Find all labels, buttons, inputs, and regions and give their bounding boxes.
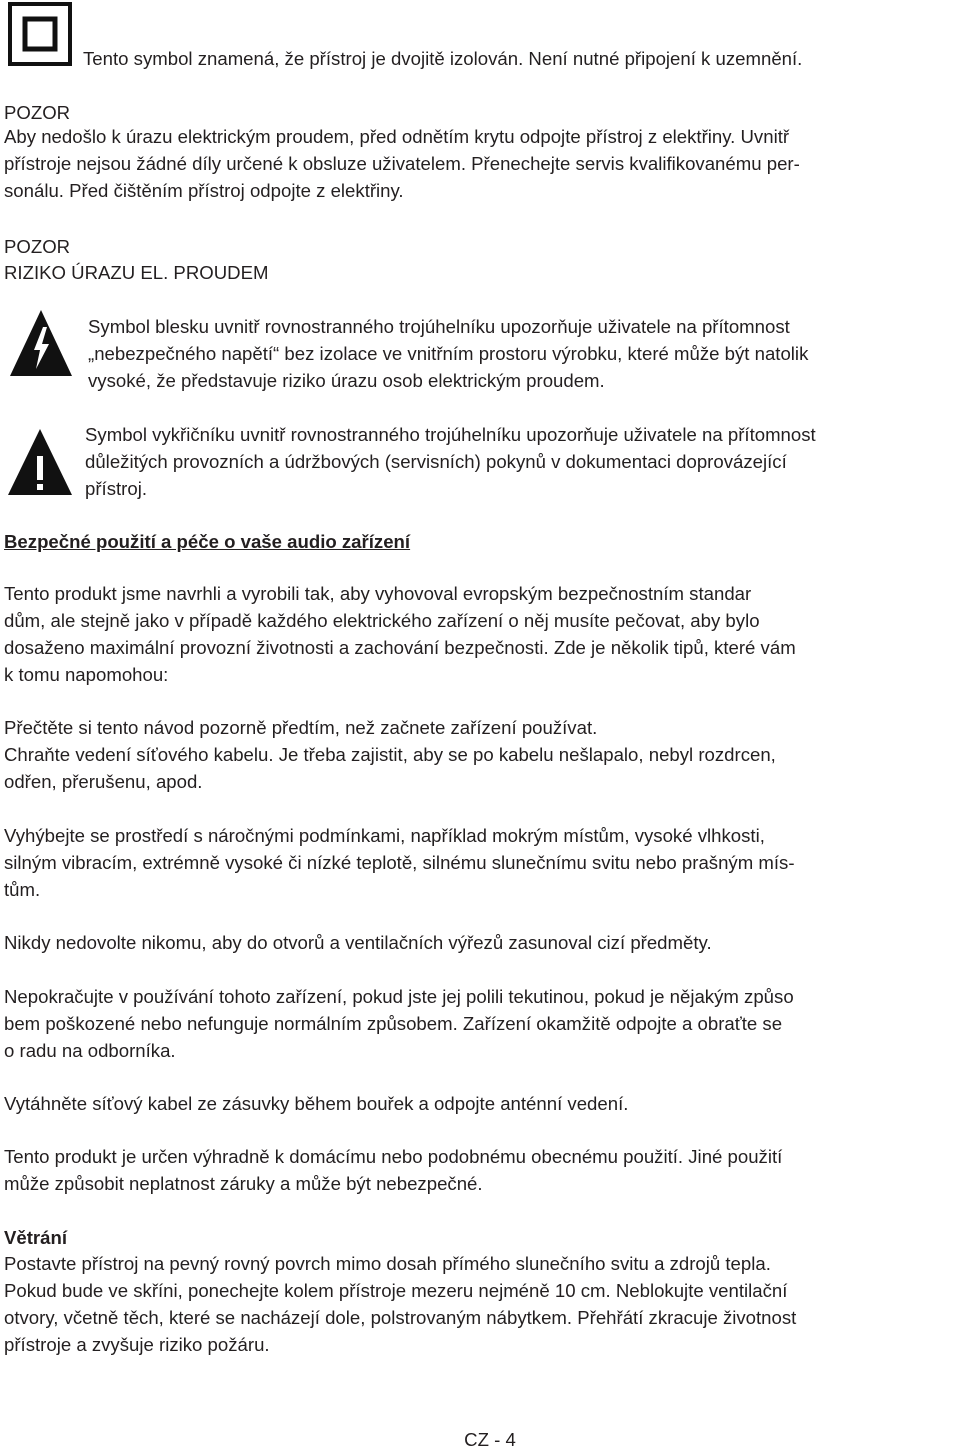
text-line: přístroje nejsou žádné díly určené k obsluze uživatelem. Přenechejte servis kvalifikovanému per- xyxy=(4,153,800,174)
text-line: dosaženo maximální provozní životnosti a zachování bezpečnosti. Zde je několik tipů, které vám xyxy=(4,637,796,658)
text-line: bem poškozené nebo nefunguje normálním způsobem. Zařízení okamžitě odpojte a obraťte se xyxy=(4,1013,783,1034)
caution-text xyxy=(4,123,956,204)
paragraph xyxy=(4,1090,956,1117)
text-line: Symbol blesku uvnitř rovnostranného trojúhelníku upozorňuje uživatele na přítomnost xyxy=(88,316,790,337)
text-line: vysoké, že představuje riziko úrazu osob elektrickým proudem. xyxy=(88,370,605,391)
text-line: odřen, přerušenu, apod. xyxy=(4,771,203,792)
paragraph xyxy=(4,1143,956,1197)
exclamation-warning-icon xyxy=(7,428,73,496)
text-line: Aby nedošlo k úrazu elektrickým proudem, před odnětím krytu odpojte přístroj z elektřiny. Uvnitř xyxy=(4,126,790,147)
text-line: Nepokračujte v používání tohoto zařízení, pokud jste jej polili tekutinou, pokud je nějakým způso xyxy=(4,986,794,1007)
text-line: Přečtěte si tento návod pozorně předtím, než začnete zařízení používat. xyxy=(4,717,598,738)
text-line: dům, ale stejně jako v případě každého elektrického zařízení o něj musíte pečovat, aby bylo xyxy=(4,610,760,631)
text-line: Chraňte vedení síťového kabelu. Je třeba zajistit, aby se po kabelu nešlapalo, nebyl rozdrcen, xyxy=(4,744,776,765)
paragraph xyxy=(4,822,956,903)
text-line: Vyhýbejte se prostředí s náročnými podmínkami, například mokrým místům, vysoké vlhkosti, xyxy=(4,825,765,846)
ventilation-heading: Větrání xyxy=(4,1227,68,1248)
paragraph xyxy=(4,580,956,688)
text-line: Symbol vykřičníku uvnitř rovnostranného trojúhelníku upozorňuje uživatele na přítomnost xyxy=(85,424,816,445)
caution-heading: POZOR xyxy=(4,236,71,257)
text-line: silným vibracím, extrémně vysoké či nízké teplotě, silnému slunečnímu svitu nebo prašným mís- xyxy=(4,852,795,873)
text-line: otvory, včetně těch, které se nacházejí dole, polstrovaným nábytkem. Přehřátí zkracuje životnost xyxy=(4,1307,797,1328)
text-line: Pokud bude ve skříni, ponechejte kolem přístroje mezeru nejméně 10 cm. Neblokujte ventilační xyxy=(4,1280,788,1301)
text-line: k tomu napomohou: xyxy=(4,664,169,685)
text-line: tům. xyxy=(4,879,41,900)
double-insulation-text: Tento symbol znamená, že přístroj je dvojitě izolován. Není nutné připojení k uzemnění. xyxy=(83,48,803,69)
paragraph xyxy=(4,714,956,795)
shock-risk-subheading: RIZIKO ÚRAZU EL. PROUDEM xyxy=(4,262,269,283)
paragraph xyxy=(4,983,956,1064)
exclamation-symbol-description xyxy=(85,421,958,502)
text-line: Tento produkt jsme navrhli a vyrobili tak, aby vyhovoval evropským bezpečnostním standar xyxy=(4,583,752,604)
double-insulation-icon xyxy=(8,2,72,66)
text-line: přístroje a zvyšuje riziko požáru. xyxy=(4,1334,270,1355)
section-heading: Bezpečné použití a péče o vaše audio zařízení xyxy=(4,531,411,552)
page-number: CZ - 4 xyxy=(464,1429,516,1450)
paragraph xyxy=(4,1250,956,1358)
paragraph xyxy=(4,929,956,956)
text-line: „nebezpečného napětí“ bez izolace ve vnitřním prostoru výrobku, které může být natolik xyxy=(88,343,809,364)
caution-heading: POZOR xyxy=(4,102,71,123)
text-line: může způsobit neplatnost záruky a může být nebezpečné. xyxy=(4,1173,483,1194)
text-line: Postavte přístroj na pevný rovný povrch mimo dosah přímého slunečního svitu a zdrojů tepla. xyxy=(4,1253,771,1274)
lightning-symbol-description xyxy=(88,313,956,394)
lightning-warning-icon xyxy=(9,309,73,377)
text-line: Nikdy nedovolte nikomu, aby do otvorů a ventilačních výřezů zasunoval cizí předměty. xyxy=(4,932,712,953)
text-line: Vytáhněte síťový kabel ze zásuvky během bouřek a odpojte anténní vedení. xyxy=(4,1093,629,1114)
text-line: Tento produkt je určen výhradně k domácímu nebo podobnému obecnému použití. Jiné použití xyxy=(4,1146,783,1167)
text-line: důležitých provozních a údržbových (servisních) pokynů v dokumentaci doprovázející xyxy=(85,451,787,472)
text-line: sonálu. Před čištěním přístroj odpojte z elektřiny. xyxy=(4,180,404,201)
text-line: přístroj. xyxy=(85,478,147,499)
text-line: o radu na odborníka. xyxy=(4,1040,176,1061)
